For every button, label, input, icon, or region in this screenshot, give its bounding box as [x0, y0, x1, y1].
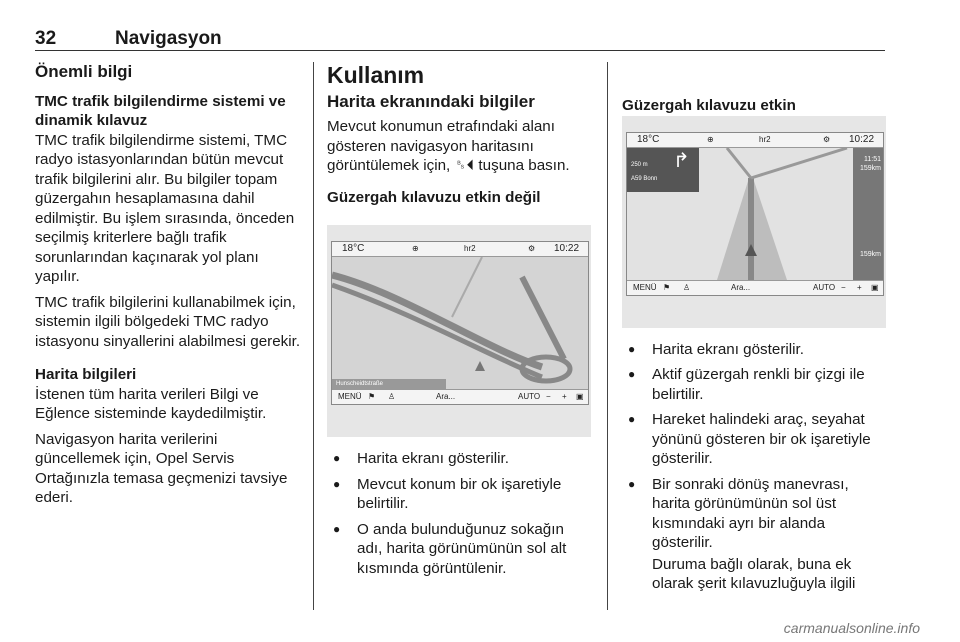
list-item: ● Mevcut konum bir ok işaretiyle belirtilir. — [327, 475, 592, 514]
tmc-paragraph: TMC trafik bilgilerini kullanabilmek için, sistemin ilgili bölgedeki TMC radyo istasyonu sinyallerini alabilmesi gerekir. — [35, 293, 301, 350]
map-paragraph: Navigasyon harita verilerini güncellemek için, Opel Servis Ortağınızla temasa geçmenizi tavsiye ederi. — [35, 430, 288, 506]
status-bar — [627, 133, 883, 148]
bottom-bar — [332, 389, 588, 404]
list-item: ● Hareket halindeki araç, seyahat yönünü gösteren bir ok işaretiyle gösterilir. — [622, 410, 890, 469]
zoom-out-icon[interactable]: − — [546, 392, 551, 401]
person-icon[interactable]: ♙ — [683, 282, 691, 292]
radio-station: hr2 — [464, 244, 476, 253]
list-item: ● Harita ekranı gösterilir. — [622, 340, 890, 360]
gear-icon: ⚙ — [823, 134, 831, 144]
column-divider — [313, 62, 314, 610]
list-item: ● Harita ekranı gösterilir. — [327, 449, 592, 469]
clock: 10:22 — [554, 243, 580, 254]
eta: 11:51 — [864, 155, 881, 163]
figure-caption: Güzergah kılavuzu etkin — [622, 97, 796, 114]
bottom-bar — [627, 280, 883, 295]
continued-paragraph: Duruma bağlı olarak, buna ek olarak şerit kılavuzluğuyla ilgili — [652, 555, 856, 592]
auto-button[interactable]: AUTO — [813, 282, 836, 292]
flag-icon[interactable]: ⚑ — [368, 392, 376, 401]
bullet-list — [327, 449, 592, 578]
search-button[interactable]: Ara... — [731, 282, 751, 292]
temperature: 18°C — [637, 133, 660, 145]
nav-screen-figure — [327, 225, 591, 437]
subsection-title: Harita ekranındaki bilgiler — [327, 91, 535, 111]
list-item: ● Aktif güzergah renkli bir çizgi ile belirtilir. — [622, 365, 890, 404]
nav-screen — [626, 132, 884, 296]
menu-button[interactable]: MENÜ — [633, 282, 657, 292]
column-2 — [327, 62, 592, 584]
list-item: ● Bir sonraki dönüş manevrası, harita görünümünün sol üst kısmındaki ayrı bir alanda gösterilir. — [622, 475, 890, 553]
distance-scale: 159km — [859, 251, 881, 258]
page-number: 32 — [35, 28, 57, 49]
tmc-paragraph: TMC trafik bilgilendirme sistemi, TMC radyo istasyonlarından bütün mevcut trafik bilgilerini alır. Bu bilgiler topam güzergahın hesaplamasına dahil edilmiştir. Bu işlem sırasında, önceden seçilmiş kriterlere bağlı trafik sorunlarından kaçınarak yol planı yapılır. — [35, 131, 295, 285]
zoom-out-icon[interactable]: − — [841, 282, 846, 292]
list-item: ● O anda bulunduğunuz sokağın adı, harita görünümünün sol alt kısmında görüntülenir. — [327, 520, 592, 579]
column-3 — [622, 96, 890, 594]
options-icon[interactable]: ▣ — [871, 282, 879, 292]
distance-remaining: 159km — [859, 164, 881, 172]
bullet-list — [622, 340, 890, 553]
gear-icon: ⚙ — [528, 244, 536, 253]
turn-indicator — [627, 148, 699, 192]
intro-paragraph: Mevcut konumun etrafındaki alanı gösteren navigasyon haritasını görüntülemek için, ␈⏴ tuşuna basın. — [327, 118, 570, 174]
flag-icon[interactable]: ⚑ — [663, 282, 671, 292]
options-icon[interactable]: ▣ — [576, 392, 584, 401]
chapter-title: Navigasyon — [115, 28, 222, 49]
zoom-in-icon[interactable]: + — [857, 282, 862, 292]
tmc-heading: TMC trafik bilgilendirme sistemi ve dinamik kılavuz — [35, 92, 286, 129]
turn-distance: 250 m — [631, 161, 648, 168]
watermark: carmanualsonline.info — [783, 620, 920, 636]
map-heading: Harita bilgileri — [35, 366, 137, 383]
turn-right-icon: ↱ — [673, 149, 690, 172]
menu-button[interactable]: MENÜ — [338, 392, 362, 401]
section-title: Önemli bilgi — [35, 62, 133, 81]
search-button[interactable]: Ara... — [436, 392, 456, 401]
figure-caption: Güzergah kılavuzu etkin değil — [327, 188, 541, 206]
clock: 10:22 — [849, 133, 875, 145]
page-header — [35, 28, 885, 51]
gps-icon: ⊕ — [707, 134, 714, 144]
turn-road: A59 Bonn — [631, 175, 658, 182]
temperature: 18°C — [342, 243, 365, 254]
nav-screen — [331, 241, 589, 405]
map-paragraph: İstenen tüm harita verileri Bilgi ve Eğlence sisteminde kaydedilmiştir. — [35, 385, 267, 422]
column-1 — [35, 62, 303, 514]
map-view[interactable] — [332, 257, 588, 389]
street-name-label: Hunscheidtstraße — [332, 379, 446, 389]
status-bar — [332, 242, 588, 257]
map-roads — [332, 257, 588, 389]
gps-icon: ⊕ — [412, 244, 419, 253]
person-icon[interactable]: ♙ — [388, 392, 396, 401]
nav-screen-figure — [622, 116, 886, 328]
auto-button[interactable]: AUTO — [518, 392, 541, 401]
radio-station: hr2 — [759, 134, 771, 144]
section-title: Kullanım — [327, 62, 425, 88]
zoom-in-icon[interactable]: + — [562, 392, 567, 401]
column-divider — [607, 62, 608, 610]
